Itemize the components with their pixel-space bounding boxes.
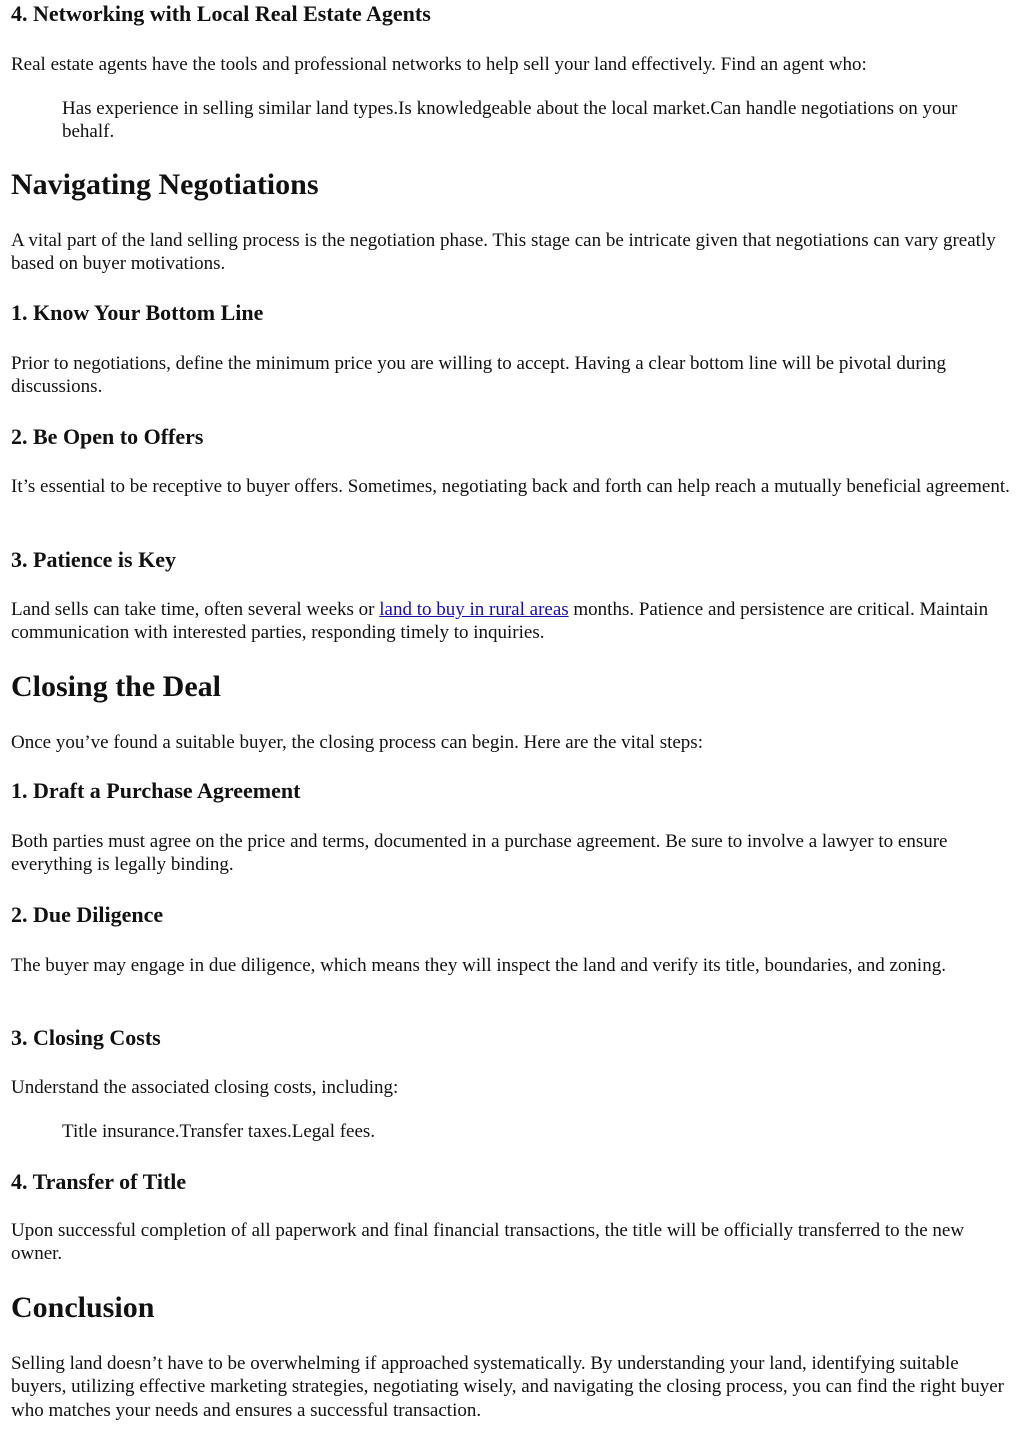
patience-body-before: Land sells can take time, often several weeks or <box>11 599 380 620</box>
patience-heading: 3. Patience is Key <box>11 547 176 572</box>
closing-intro: Once you’ve found a suitable buyer, the closing process can begin. Here are the vital steps: <box>11 732 703 753</box>
offers-heading: 2. Be Open to Offers <box>11 424 204 449</box>
due-diligence-body: The buyer may engage in due diligence, which means they will inspect the land and verify its title, boundaries, and zoning. <box>11 955 946 976</box>
negotiations-heading: Navigating Negotiations <box>11 168 319 201</box>
bottom-line-heading: 1. Know Your Bottom Line <box>11 300 264 325</box>
networking-intro: Real estate agents have the tools and professional networks to help sell your land effectively. Find an agent who: <box>11 54 867 75</box>
closing-costs-heading: 3. Closing Costs <box>11 1025 161 1050</box>
transfer-heading: 4. Transfer of Title <box>11 1169 187 1194</box>
negotiations-intro: A vital part of the land selling process is the negotiation phase. This stage can be intricate given that negotiations can vary greatly based on buyer motivations. <box>11 230 996 275</box>
patience-body-after: months. Patience and persistence are critical. Maintain communication with interested parties, responding timely to inquiries. <box>11 599 989 644</box>
bottom-line-body: Prior to negotiations, define the minimum price you are willing to accept. Having a clear bottom line will be pivotal during discussions. <box>11 353 946 398</box>
transfer-body: Upon successful completion of all paperwork and final financial transactions, the title will be officially transferred to the new owner. <box>11 1220 965 1265</box>
due-diligence-heading: 2. Due Diligence <box>11 902 164 927</box>
closing-costs-list: Title insurance.Transfer taxes.Legal fees. <box>62 1121 376 1142</box>
conclusion-heading: Conclusion <box>11 1291 155 1324</box>
purchase-agreement-heading: 1. Draft a Purchase Agreement <box>11 778 301 803</box>
networking-heading: 4. Networking with Local Real Estate Agents <box>11 1 431 26</box>
purchase-agreement-body: Both parties must agree on the price and terms, documented in a purchase agreement. Be sure to involve a lawyer to ensure everything is legally binding. <box>11 831 948 876</box>
conclusion-body: Selling land doesn’t have to be overwhelming if approached systematically. By understanding your land, identifying suitable buyers, utilizing effective marketing strategies, negotiating wisely, and navigating the closing process, you can find the right buyer who matches your needs and ensures a successful transaction. <box>11 1353 1005 1421</box>
networking-list: Has experience in selling similar land types.Is knowledgeable about the local market.Can handle negotiations on your behalf. <box>62 98 958 143</box>
offers-body: It’s essential to be receptive to buyer offers. Sometimes, negotiating back and forth can help reach a mutually beneficial agreement. <box>11 476 1010 497</box>
closing-heading: Closing the Deal <box>11 670 221 703</box>
rural-land-link[interactable]: land to buy in rural areas <box>379 599 569 620</box>
patience-body <box>11 598 1010 645</box>
closing-costs-intro: Understand the associated closing costs, including: <box>11 1077 399 1098</box>
